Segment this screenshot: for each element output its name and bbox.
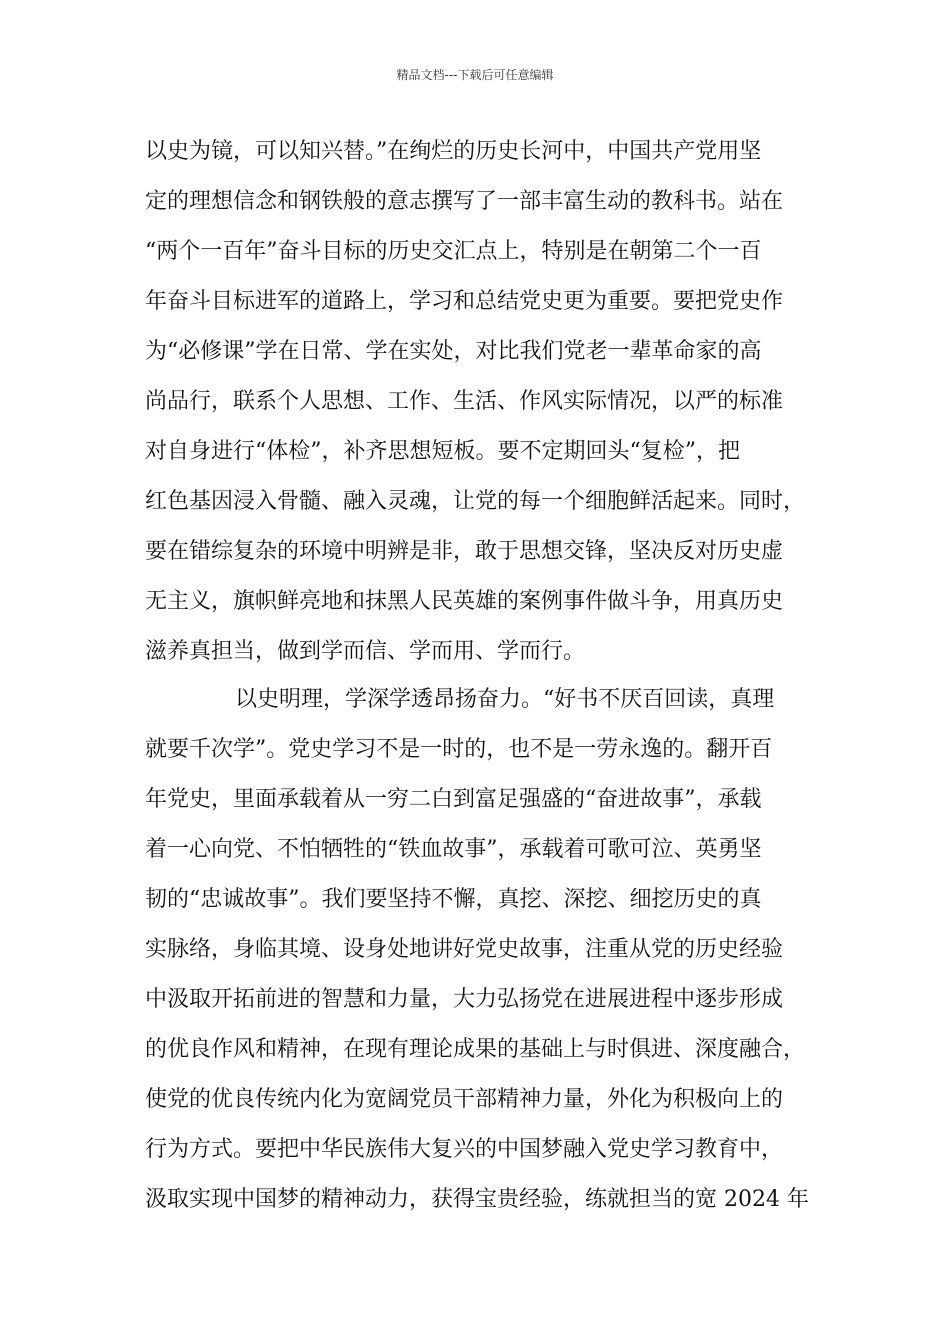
paragraph-line: 为“必修课”学在日常、学在实处，对比我们党老一辈革命家的高	[145, 339, 762, 364]
paragraph-line: 中汲取开拓前进的智慧和力量，大力弘扬党在进展进程中逐步形成	[145, 987, 784, 1012]
page-header: 精品文档---下载后可任意编辑	[396, 68, 554, 82]
paragraph-line: 实脉络，身临其境、设身处地讲好党史故事，注重从党的历史经验	[145, 937, 784, 962]
paragraph-line: 以史明理，学深学透昂扬奋力。“好书不厌百回读，真理	[235, 687, 775, 712]
paragraph-line: 年奋斗目标进军的道路上，学习和总结党史更为重要。要把党史作	[145, 289, 784, 314]
paragraph-line: 年党史，里面承载着从一穷二白到富足强盛的“奋进故事”，承载	[145, 787, 762, 812]
paragraph-line: 以史为镜，可以知兴替。”在绚烂的历史长河中，中国共产党用坚	[145, 139, 762, 164]
paragraph-line: 对自身进行“体检”，补齐思想短板。要不定期回头“复检”，把	[145, 439, 740, 464]
paragraph-line: 定的理想信念和钢铁般的意志撰写了一部丰富生动的教科书。站在	[145, 189, 784, 214]
paragraph-line: 红色基因浸入骨髓、融入灵魂，让党的每一个细胞鲜活起来。同时，	[145, 489, 806, 514]
paragraph-line: 行为方式。要把中华民族伟大复兴的中国梦融入党史学习教育中，	[145, 1137, 784, 1162]
paragraph-line: 着一心向党、不怕牺牲的“铁血故事”，承载着可歌可泣、英勇坚	[145, 837, 762, 862]
paragraph-line: 无主义，旗帜鲜亮地和抹黑人民英雄的案例事件做斗争，用真历史	[145, 589, 784, 614]
paragraph-line: 尚品行，联系个人思想、工作、生活、作风实际情况，以严的标准	[145, 389, 784, 414]
paragraph-line: 韧的“忠诚故事”。我们要坚持不懈，真挖、深挖、细挖历史的真	[145, 887, 762, 912]
paragraph-line: 要在错综复杂的环境中明辨是非，敢于思想交锋，坚决反对历史虚	[145, 539, 784, 564]
paragraph-line: 就要千次学”。党史学习不是一时的，也不是一劳永逸的。翻开百	[145, 737, 773, 762]
paragraph-line: 使党的优良传统内化为宽阔党员干部精神力量，外化为积极向上的	[145, 1087, 784, 1112]
paragraph-line: “两个一百年”奋斗目标的历史交汇点上，特别是在朝第二个一百	[145, 239, 762, 264]
paragraph-line: 汲取实现中国梦的精神动力，获得宝贵经验，练就担当的宽 2024 年	[145, 1187, 809, 1212]
paragraph-line: 的优良作风和精神，在现有理论成果的基础上与时俱进、深度融合，	[145, 1037, 806, 1062]
paragraph-line: 滋养真担当，做到学而信、学而用、学而行。	[145, 639, 586, 664]
